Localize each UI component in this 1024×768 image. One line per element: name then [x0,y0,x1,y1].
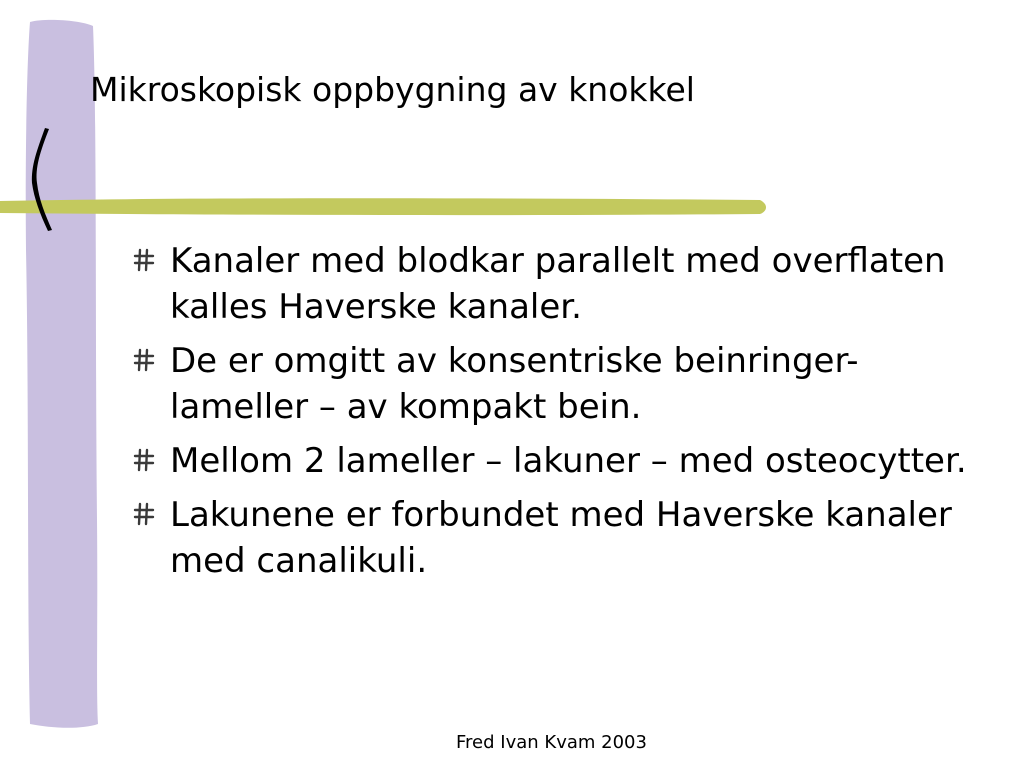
bullet-item [130,338,990,430]
bullet-item [130,438,990,484]
hash-bullet-icon [132,502,156,526]
horizontal-olive-bar [0,198,766,215]
slide-footer: Fred Ivan Kvam 2003 [456,732,647,753]
bullet-item [130,238,990,330]
bullet-item [130,492,990,584]
bullet-text: Mellom 2 lameller – lakuner – med osteocytter. [170,441,967,481]
bullet-text: Lakunene er forbundet med Haverske kanaler med canalikuli. [170,495,952,581]
slide-title: Mikroskopisk oppbygning av knokkel [90,70,695,109]
bullet-text: Kanaler med blodkar parallelt med overflaten kalles Haverske kanaler. [170,241,946,327]
hash-bullet-icon [132,348,156,372]
bullet-text: De er omgitt av konsentriske beinringer- lameller – av kompakt bein. [170,341,859,427]
vertical-lavender-bar [26,20,98,728]
hash-bullet-icon [132,448,156,472]
bullet-list [130,238,990,592]
hash-bullet-icon [132,248,156,272]
